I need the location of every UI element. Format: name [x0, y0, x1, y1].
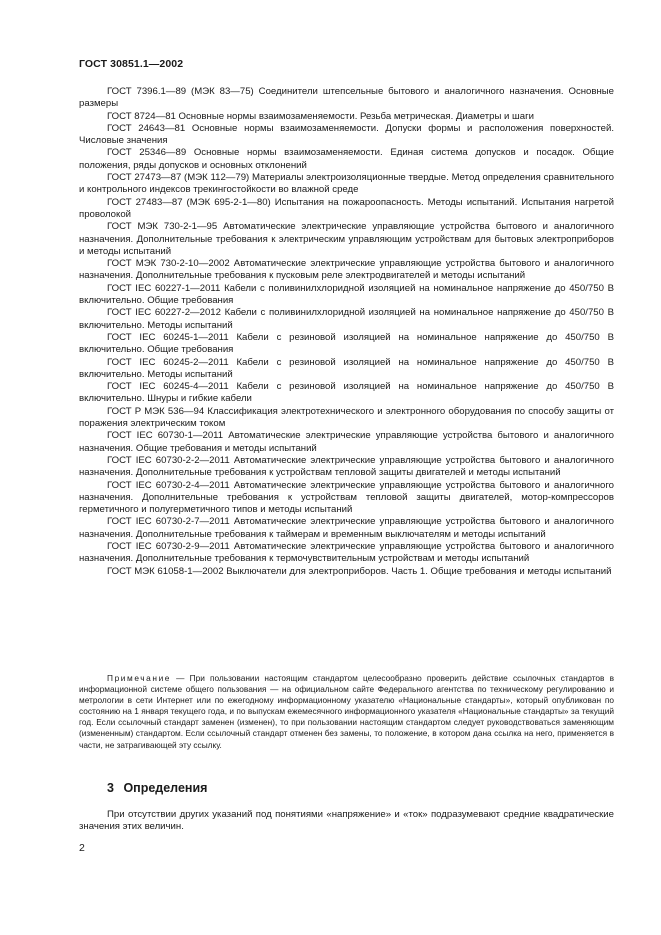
reference-item: ГОСТ 27483—87 (МЭК 695-2-1—80) Испытания на пожароопасность. Методы испытаний. Испытания нагретой проволокой — [79, 196, 614, 220]
note-label: Примечание — [107, 673, 172, 683]
reference-item: ГОСТ IEC 60245-1—2011 Кабели с резиновой изоляцией на номинальное напряжение до 450/750 В включительно. Общие требования — [79, 331, 614, 356]
section-heading — [107, 781, 207, 795]
reference-item: ГОСТ IEC 60227-1—2011 Кабели с поливинилхлоридной изоляцией на номинальное напряжение до 450/750 В включительно. Общие требования — [79, 282, 614, 307]
reference-item: ГОСТ IEC 60730-2-9—2011 Автоматические электрические управляющие устройства бытового и аналогичного назначения. Дополнительные требования к термочувствительным устройствам и методы испытаний — [79, 540, 614, 565]
section-paragraph: При отсутствии других указаний под понятиями «напряжение» и «ток» подразумевают средние квадратические значения этих величин. — [79, 809, 614, 833]
reference-item: ГОСТ Р МЭК 536—94 Классификация электротехнического и электронного оборудования по способу защиты от поражения электрическим током — [79, 405, 614, 430]
reference-item: ГОСТ МЭК 61058-1—2002 Выключатели для электроприборов. Часть 1. Общие требования и методы испытаний — [107, 565, 612, 577]
reference-item: ГОСТ 7396.1—89 (МЭК 83—75) Соединители штепсельные бытового и аналогичного назначения. Основные размеры — [79, 86, 614, 110]
note-block — [79, 673, 614, 751]
reference-item: ГОСТ МЭК 730-2-1—95 Автоматические электрические управляющие устройства бытового и аналогичного назначения. Дополнительные требования к электрическим управляющим устройствам для бытовых электроприборов и методы испытаний — [79, 221, 614, 257]
reference-item: ГОСТ 8724—81 Основные нормы взаимозаменяемости. Резьба метрическая. Диаметры и шаги — [107, 110, 534, 122]
reference-item: ГОСТ IEC 60245-4—2011 Кабели с резиновой изоляцией на номинальное напряжение до 450/750 В включительно. Шнуры и гибкие кабели — [79, 381, 614, 405]
reference-item: ГОСТ IEC 60730-2-4—2011 Автоматические электрические управляющие устройства бытового и аналогичного назначения. Дополнительные требования к устройствам тепловой защиты двигателей, мотор-компрессоров герметичного и полугерметичного типов и методы испытаний — [79, 479, 614, 516]
reference-item: ГОСТ IEC 60730-2-7—2011 Автоматические электрические управляющие устройства бытового и аналогичного назначения. Дополнительные требования к таймерам и временным выключателям и методы испытаний — [79, 516, 614, 540]
reference-item: ГОСТ IEC 60245-2—2011 Кабели с резиновой изоляцией на номинальное напряжение до 450/750 В включительно. Методы испытаний — [79, 356, 614, 380]
note-text: — При пользовании настоящим стандартом целесообразно проверить действие ссылочных стандартов в информационной системе общего пользования — на официальном сайте Федерального агентства по техническому регулированию и метрологии в сети Интернет или по ежегодному информационному указателю «Национальные стандарты», который опубликован по состоянию на 1 января текущего года, и по выпускам ежемесячного информационного указателя «Национальные стандарты» за текущий год. Если ссылочный стандарт заменен (изменен), то при пользовании настоящим стандартом следует руководствоваться заменяющим (измененным) стандартом. Если ссылочный стандарт отменен без замены, то положение, в котором дана ссылка на него, применяется в части, не затрагивающей эту ссылку. — [79, 673, 614, 750]
document-header: ГОСТ 30851.1—2002 — [79, 58, 184, 70]
normative-references-list — [79, 86, 614, 578]
reference-item: ГОСТ 27473—87 (МЭК 112—79) Материалы электроизоляционные твердые. Метод определения сравнительного и контрольного индексов трекингостойкости во влажной среде — [79, 172, 614, 196]
page-number: 2 — [79, 842, 85, 854]
reference-item: ГОСТ IEC 60227-2—2012 Кабели с поливинилхлоридной изоляцией на номинальное напряжение до 450/750 В включительно. Методы испытаний — [79, 307, 614, 331]
reference-item: ГОСТ IEC 60730-1—2011 Автоматические электрические управляющие устройства бытового и аналогичного назначения. Общие требования и методы испытаний — [79, 430, 614, 454]
section-number: 3 — [107, 781, 114, 795]
reference-item: ГОСТ МЭК 730-2-10—2002 Автоматические электрические управляющие устройства бытового и аналогичного назначения. Дополнительные требования к пусковым реле электродвигателей и методы испытаний — [79, 258, 614, 282]
reference-item: ГОСТ IEC 60730-2-2—2011 Автоматические электрические управляющие устройства бытового и аналогичного назначения. Дополнительные требования к устройствам тепловой защиты двигателей и методы испытаний — [79, 454, 614, 479]
reference-item: ГОСТ 25346—89 Основные нормы взаимозаменяемости. Единая система допусков и посадок. Общие положения, ряды допусков и основных отклонений — [79, 147, 614, 171]
reference-item: ГОСТ 24643—81 Основные нормы взаимозаменяемости. Допуски формы и расположения поверхностей. Числовые значения — [79, 122, 614, 147]
section-title: Определения — [123, 781, 208, 795]
